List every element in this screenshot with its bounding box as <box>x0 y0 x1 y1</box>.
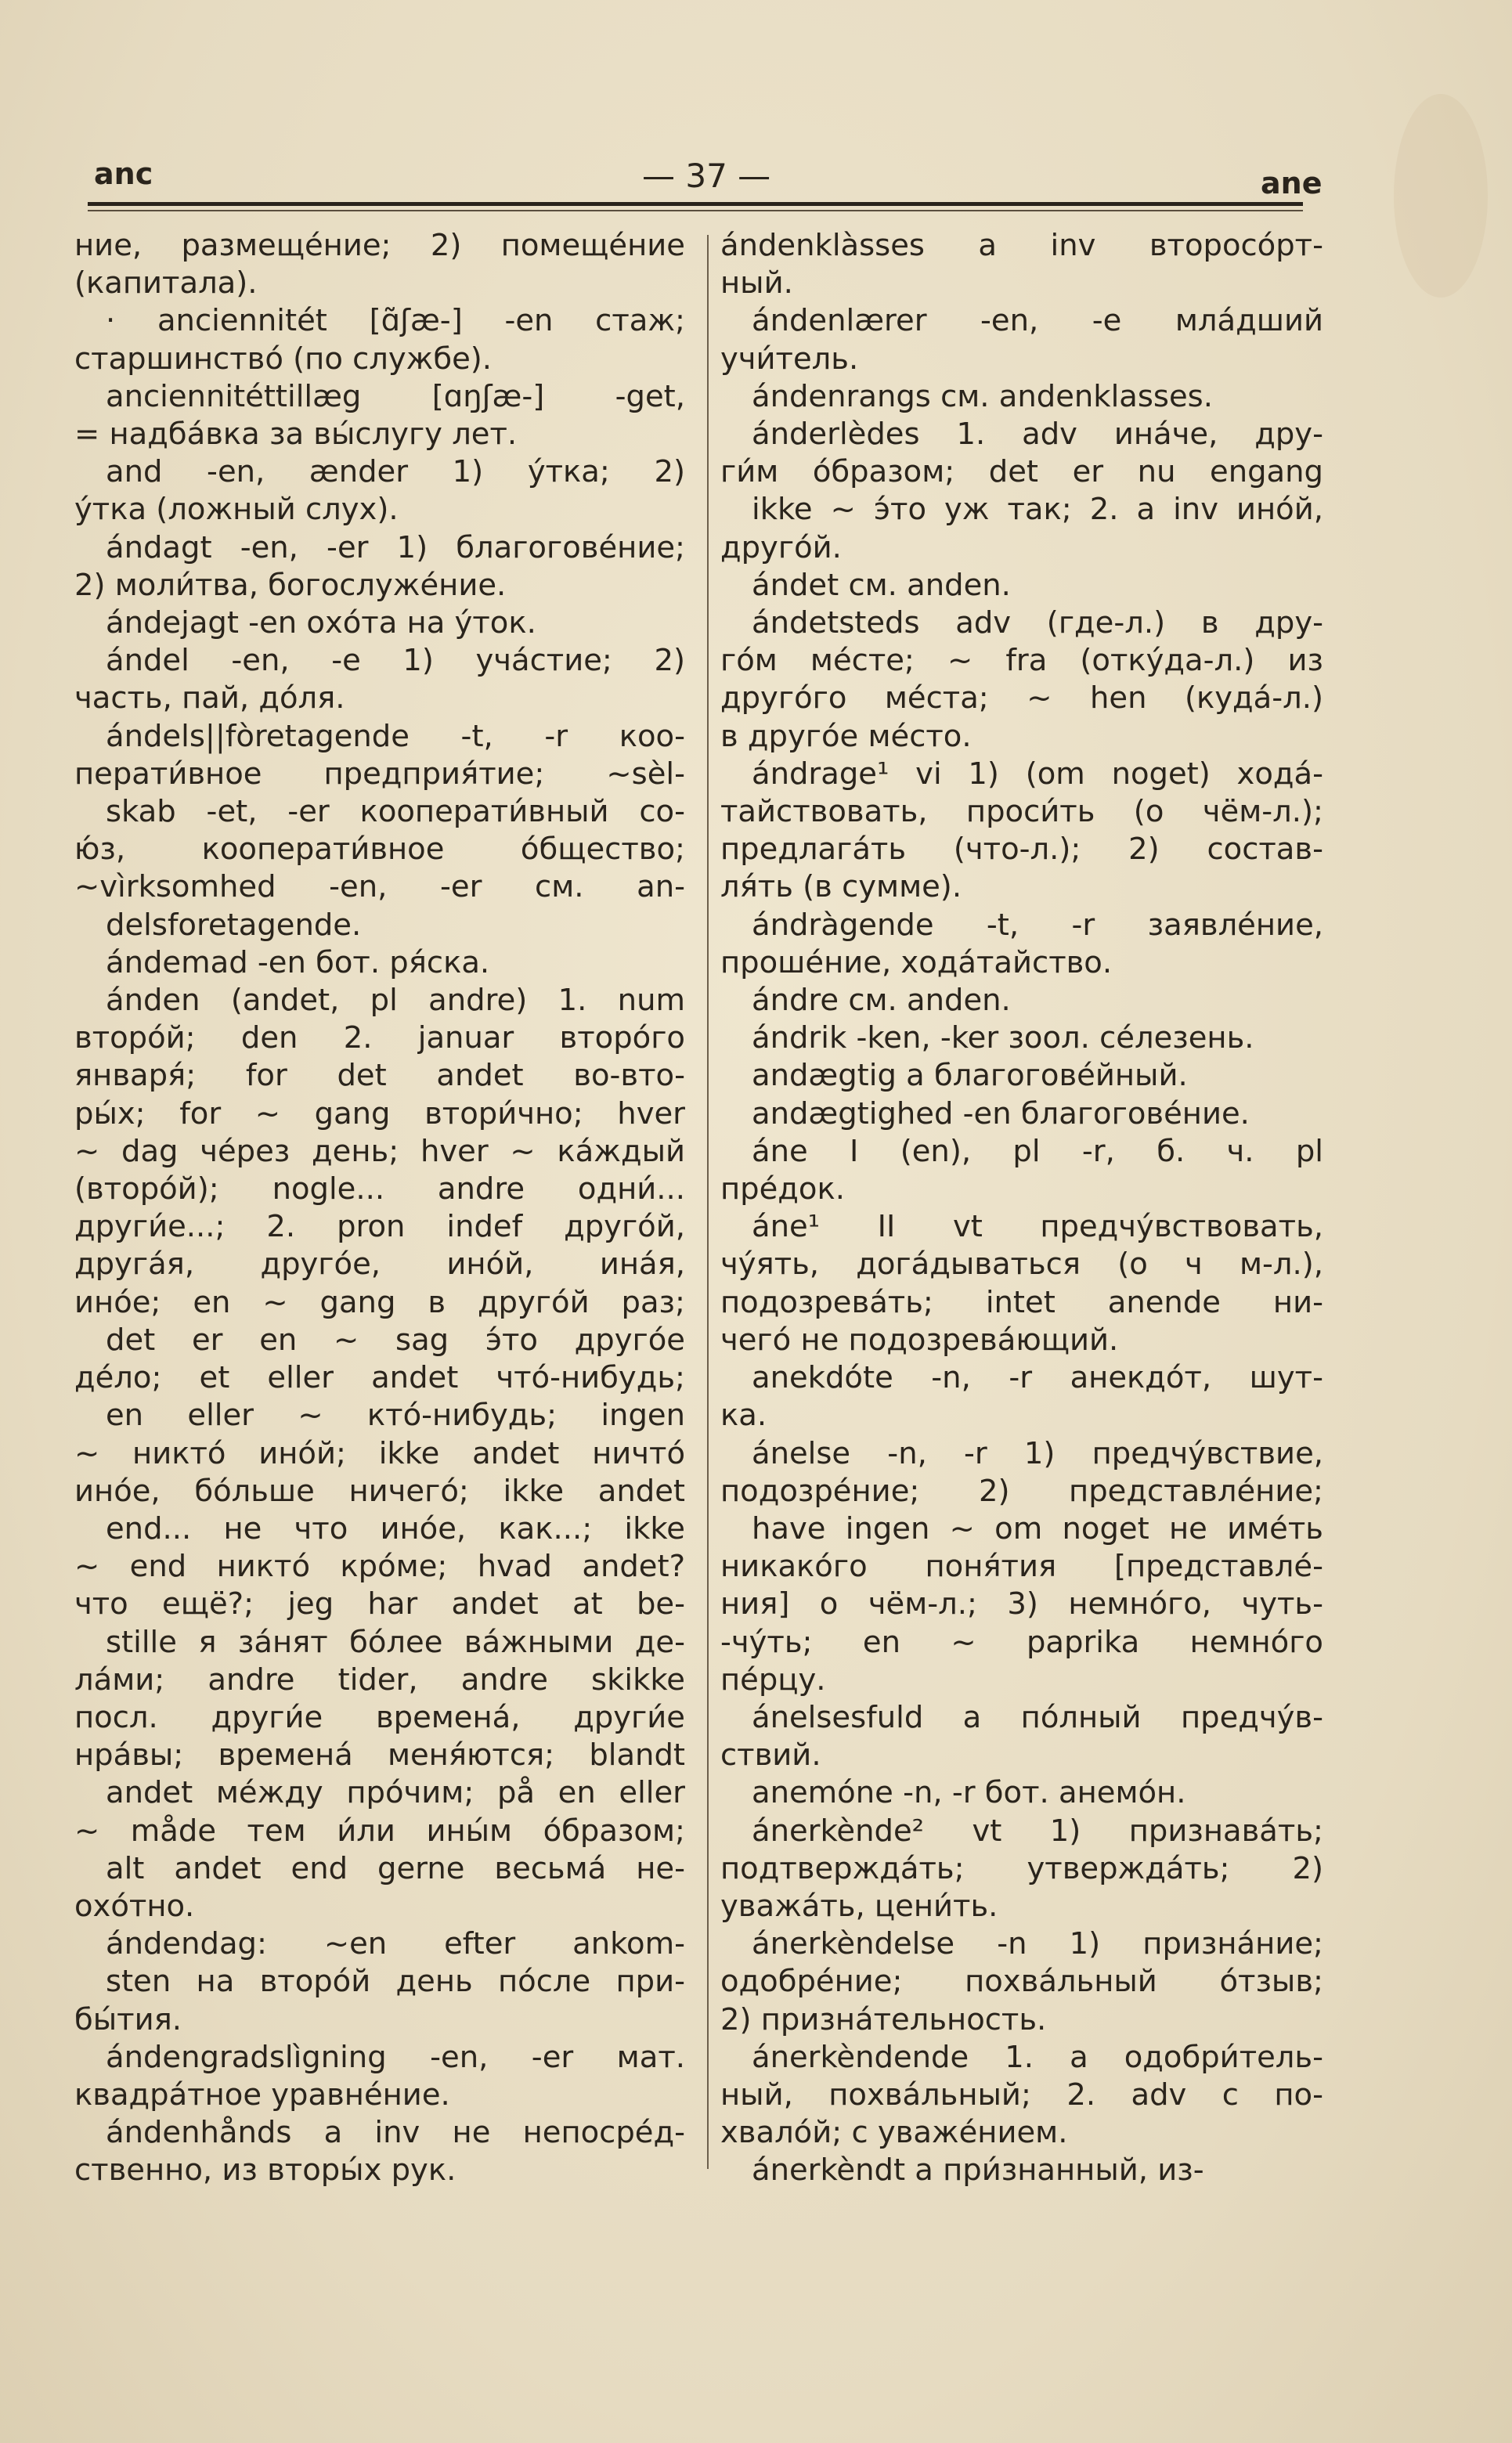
text-line: skab -et, -er кооперати́вный со- <box>106 794 685 830</box>
text-line: ственно, из вторы́х рук. <box>74 2153 456 2189</box>
header-rule <box>88 202 1303 206</box>
text-line: де́ло; et eller andet что́-нибудь; <box>74 1360 685 1396</box>
text-line: ния] о чём-л.; 3) немно́го, чуть- <box>720 1586 1323 1622</box>
text-line: пре́док. <box>720 1171 845 1207</box>
text-line: что ещё?; jeg har andet at be- <box>74 1586 685 1622</box>
text-line: друго́го ме́ста; ~ hen (куда́-л.) <box>720 680 1323 716</box>
text-line: 2) призна́тельность. <box>720 2001 1047 2037</box>
text-line: áne I (en), pl -r, б. ч. pl <box>752 1133 1323 1169</box>
text-line: alt andet end gerne весьма́ не- <box>106 1850 685 1886</box>
text-line: перати́вное предприя́тие; ~sèl- <box>74 756 685 792</box>
text-line: подозрева́ть; intet anende ни- <box>720 1284 1323 1320</box>
text-line: ánderlèdes 1. adv ина́че, дру- <box>752 417 1323 453</box>
text-line: квадра́тное уравне́ние. <box>74 2077 450 2113</box>
text-line: ándejagt -en охо́та на у́ток. <box>106 605 536 641</box>
text-line: ánerkèndende 1. a одобри́тель- <box>752 2039 1323 2075</box>
text-line: ándagt -en, -er 1) благогове́ние; <box>106 529 685 565</box>
text-line: ándel -en, -e 1) уча́стие; 2) <box>106 643 685 679</box>
text-line: чего́ не подозрева́ющий. <box>720 1322 1119 1358</box>
header-left-guide-word: anc <box>94 157 153 191</box>
text-line: ~ dag че́рез день; hver ~ ка́ждый <box>74 1133 685 1169</box>
text-line: нра́вы; времена́ меня́ются; blandt <box>74 1738 685 1774</box>
text-line: ánerkèndelse -n 1) призна́ние; <box>752 1926 1323 1962</box>
text-line: 2) моли́тва, богослуже́ние. <box>74 567 507 603</box>
text-line: have ingen ~ om noget не име́ть <box>752 1510 1323 1546</box>
text-line: у́тка (ложный слух). <box>74 492 399 528</box>
text-line: ándendag: ~en efter ankom- <box>106 1926 685 1962</box>
text-line: ándenrangs см. andenklasses. <box>752 378 1213 414</box>
text-line: ándetsteds adv (где-л.) в дру- <box>752 605 1323 641</box>
text-line: ándemad -en бот. ря́ска. <box>106 944 490 980</box>
left-column <box>74 227 685 2190</box>
text-line: = надба́вка за вы́слугу лет. <box>74 417 518 453</box>
text-line: ándràgende -t, -r заявле́ние, <box>752 907 1323 943</box>
text-line: (капитала). <box>74 265 258 301</box>
text-line: anekdóte -n, -r анекдо́т, шут- <box>752 1360 1323 1396</box>
text-line: ~ måde тем и́ли ины́м о́бразом; <box>74 1813 685 1849</box>
text-line: охо́тно. <box>74 1888 195 1924</box>
text-line: друга́я, друго́е, ино́й, ина́я, <box>74 1247 685 1283</box>
text-line: ля́ть (в сумме). <box>720 869 962 905</box>
page-number: — 37 — <box>642 157 771 195</box>
text-line: áne¹ II vt предчу́вствовать, <box>752 1209 1323 1245</box>
text-line: andægtig a благогове́йный. <box>752 1058 1188 1094</box>
text-line: ю́з, кооперати́вное о́бщество; <box>74 832 685 868</box>
text-line: ~ никто́ ино́й; ikke andet ничто́ <box>74 1435 685 1471</box>
text-line: sten на второ́й день по́сле при- <box>106 1964 685 2000</box>
text-line: ствий. <box>720 1738 821 1774</box>
text-line: ándels||fòretagende -t, -r коо- <box>106 718 685 754</box>
text-line: ánerkèndt a при́знанный, из- <box>752 2153 1204 2189</box>
header-rule-thin <box>88 210 1303 211</box>
text-line: посл. други́е времена́, други́е <box>74 1699 685 1735</box>
text-line: проше́ние, хода́тайство. <box>720 944 1113 980</box>
text-line: подтвержда́ть; утвержда́ть; 2) <box>720 1850 1323 1886</box>
text-line: andet ме́жду про́чим; på en eller <box>106 1775 685 1811</box>
text-line: anemóne -n, -r бот. анемо́н. <box>752 1775 1186 1811</box>
text-line: ~vìrksomhed -en, -er см. an- <box>74 869 685 905</box>
text-line: ино́е, бо́льше ничего́; ikke andet <box>74 1473 685 1509</box>
text-line: ~ end никто́ кро́ме; hvad andet? <box>74 1549 685 1585</box>
text-line: (второ́й); nogle... andre одни́... <box>74 1171 685 1207</box>
text-line: ние, размеще́ние; 2) помеще́ние <box>74 228 685 263</box>
text-line: ánden (andet, pl andre) 1. num <box>106 983 685 1019</box>
text-line: det er en ~ sag э́то друго́е <box>106 1322 685 1358</box>
text-line: подозре́ние; 2) представле́ние; <box>720 1473 1323 1509</box>
text-line: anciennitéttillæg [ɑŋʃæ-] -get, <box>106 378 685 414</box>
text-line: en eller ~ кто́-нибудь; ingen <box>106 1398 685 1434</box>
text-line: други́е...; 2. pron indef друго́й, <box>74 1209 685 1245</box>
text-line: ándenklàsses a inv второсо́рт- <box>720 228 1323 263</box>
text-line: delsforetagende. <box>106 907 362 943</box>
text-line: ино́е; en ~ gang в друго́й раз; <box>74 1284 685 1320</box>
text-line: хвало́й; с уваже́нием. <box>720 2115 1068 2151</box>
text-line: второ́й; den 2. januar второ́го <box>74 1020 685 1056</box>
text-line: andægtighed -en благогове́ние. <box>752 1095 1250 1131</box>
text-line: го́м ме́сте; ~ fra (отку́да-л.) из <box>720 643 1323 679</box>
text-line: ándenlærer -en, -e мла́дший <box>752 303 1323 339</box>
text-line: старшинство́ (по службе). <box>74 341 493 377</box>
text-line: чу́ять, дога́дываться (о ч м-л.), <box>720 1247 1323 1283</box>
text-line: ла́ми; andre tider, andre skikke <box>74 1662 685 1698</box>
text-line: ikke ~ э́то уж так; 2. a inv ино́й, <box>752 492 1323 528</box>
header-right-guide-word: ane <box>1261 166 1323 200</box>
text-line: в друго́е ме́сто. <box>720 718 972 754</box>
text-line: ánerkènde² vt 1) признава́ть; <box>752 1813 1323 1849</box>
text-line: часть, пай, до́ля. <box>74 680 345 716</box>
text-line: and -en, ænder 1) у́тка; 2) <box>106 454 685 490</box>
text-line: ándrage¹ vi 1) (om noget) хода́- <box>752 756 1323 792</box>
text-line: никако́го поня́тия [представле́- <box>720 1549 1323 1585</box>
text-line: ка. <box>720 1398 767 1434</box>
right-column <box>720 227 1323 2190</box>
text-line: ándengradslìgning -en, -er мат. <box>106 2039 685 2075</box>
text-line: бы́тия. <box>74 2001 182 2037</box>
paper-stain <box>1394 94 1488 298</box>
text-line: января́; for det andet во-вто- <box>74 1058 685 1094</box>
text-line: тайствовать, проси́ть (о чём-л.); <box>720 794 1323 830</box>
text-line: ный. <box>720 265 793 301</box>
text-line: ги́м о́бразом; det er nu engang <box>720 454 1323 490</box>
text-line: ándet см. anden. <box>752 567 1011 603</box>
text-line: уважа́ть, цени́ть. <box>720 1888 998 1924</box>
text-line: stille я за́нят бо́лее ва́жными де- <box>106 1624 685 1660</box>
text-line: ándre см. anden. <box>752 983 1011 1019</box>
text-line: одобре́ние; похва́льный о́тзыв; <box>720 1964 1323 2000</box>
text-line: ры́х; for ~ gang втори́чно; hver <box>74 1095 685 1131</box>
text-line: · anciennitét [ɑ̃ʃæ-] -en стаж; <box>106 303 685 339</box>
text-line: учи́тель. <box>720 341 859 377</box>
text-line: ándrik -ken, -ker зоол. се́лезень. <box>752 1020 1254 1056</box>
text-line: ánelsesfuld a по́лный предчу́в- <box>752 1699 1323 1735</box>
text-line: ный, похва́льный; 2. adv с по- <box>720 2077 1323 2113</box>
text-line: друго́й. <box>720 529 842 565</box>
text-line: end... не что ино́е, как...; ikke <box>106 1510 685 1546</box>
column-divider <box>707 235 709 2169</box>
text-line: предлага́ть (что-л.); 2) состав- <box>720 832 1323 868</box>
text-line: ánelse -n, -r 1) предчу́вствие, <box>752 1435 1323 1471</box>
text-line: ándenhånds a inv не непосре́д- <box>106 2115 685 2151</box>
text-line: пе́рцу. <box>720 1662 826 1698</box>
text-line: -чу́ть; en ~ paprika немно́го <box>720 1624 1323 1660</box>
